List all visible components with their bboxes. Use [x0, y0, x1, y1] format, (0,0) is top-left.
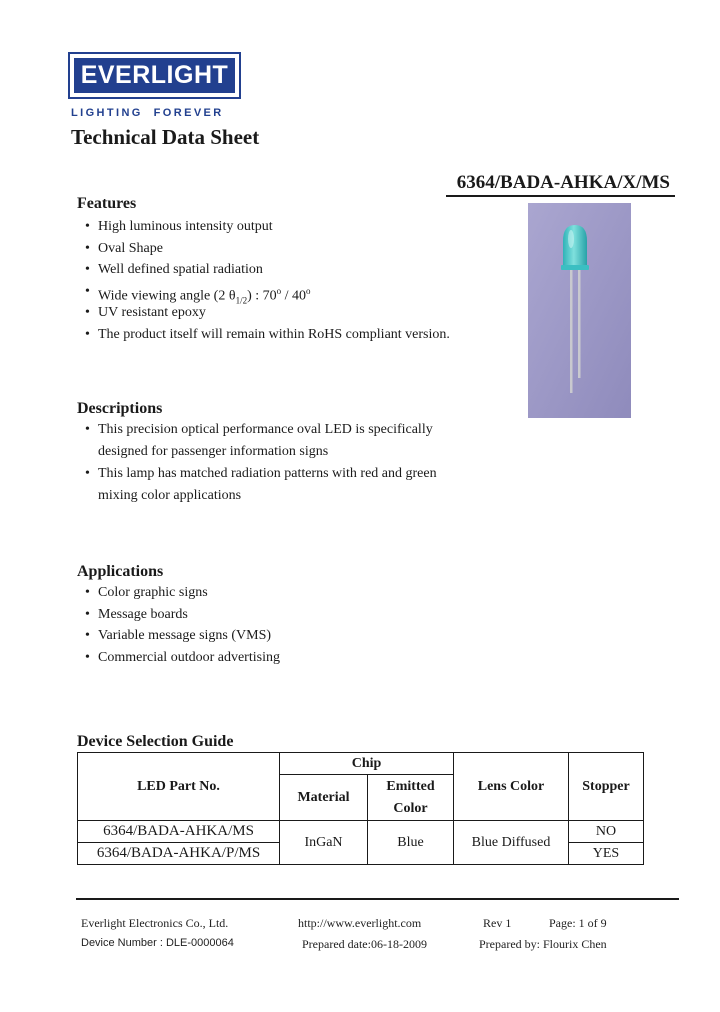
- device-selection-table: [77, 752, 644, 865]
- footer-page: Page: 1 of 9: [549, 916, 607, 930]
- header-emitted-line: Color: [393, 800, 428, 816]
- list-item: • Well defined spatial radiation: [85, 259, 450, 281]
- led-lead-right: [578, 263, 581, 378]
- descriptions-list: [85, 419, 468, 507]
- viewing-angle-middle: ) : 70: [247, 288, 277, 304]
- descriptions-title: Descriptions: [77, 400, 163, 417]
- half-subscript: 1/2: [235, 295, 248, 306]
- cell-lens-color: Blue Diffused: [454, 821, 569, 865]
- footer-prepared-by: Prepared by: Flourix Chen: [479, 937, 607, 951]
- header-chip: Chip: [280, 753, 454, 775]
- viewing-angle-slash: / 40: [281, 288, 307, 304]
- description-line: This lamp has matched radiation patterns with red and green: [98, 466, 437, 481]
- cell-emitted-color: Blue: [368, 821, 454, 865]
- list-item: • Color graphic signs: [85, 582, 280, 604]
- logo-text: EVERLIGHT: [80, 61, 229, 89]
- applications-list: [85, 582, 280, 668]
- led-lead-left: [570, 263, 573, 393]
- degree-mark: o: [306, 285, 311, 296]
- selection-guide-title: Device Selection Guide: [77, 733, 234, 750]
- footer-company: Everlight Electronics Co., Ltd.: [81, 916, 229, 930]
- footer-device-number: Device Number : DLE-0000064: [81, 937, 234, 949]
- led-illustration: [528, 203, 631, 418]
- header-stopper: Stopper: [569, 753, 644, 821]
- logo-tagline: LIGHTING FOREVER: [71, 107, 224, 119]
- list-item: • Oval Shape: [85, 238, 450, 260]
- footer-rule: [76, 898, 679, 900]
- list-item: • Variable message signs (VMS): [85, 625, 280, 647]
- cell-part-no: 6364/BADA-AHKA/MS: [78, 821, 280, 843]
- cell-part-no: 6364/BADA-AHKA/P/MS: [78, 843, 280, 865]
- footer-rev: Rev 1: [483, 916, 512, 930]
- part-number-underline: [446, 195, 675, 197]
- part-number-title: 6364/BADA-AHKA/X/MS: [456, 172, 670, 193]
- led-lens: [563, 225, 587, 267]
- cell-material: InGaN: [280, 821, 368, 865]
- degree-mark: o: [276, 285, 282, 296]
- table-row: [78, 821, 644, 843]
- list-item-viewing-angle: [85, 281, 450, 306]
- header-emitted-line: Emitted: [386, 778, 435, 794]
- header-emitted-color: [368, 775, 454, 821]
- footer-url[interactable]: http://www.everlight.com: [298, 916, 422, 930]
- list-item: • UV resistant epoxy: [85, 302, 450, 324]
- list-item: • The product itself will remain within RoHS compliant version.: [85, 324, 450, 346]
- features-title: Features: [77, 195, 137, 212]
- header-part-no: LED Part No.: [78, 753, 280, 821]
- footer-prepared-date: Prepared date:06-18-2009: [302, 937, 427, 951]
- logo-inner: [74, 58, 235, 93]
- list-item: • High luminous intensity output: [85, 216, 450, 238]
- list-item: [85, 419, 468, 463]
- features-list: [85, 216, 450, 346]
- cell-stopper: NO: [569, 821, 644, 843]
- description-line: This precision optical performance oval LED is specifically: [98, 422, 433, 437]
- theta-symbol: θ: [228, 288, 236, 304]
- header-material: Material: [280, 775, 368, 821]
- led-flange: [561, 265, 589, 270]
- list-item: • Commercial outdoor advertising: [85, 647, 280, 669]
- cell-stopper: YES: [569, 843, 644, 865]
- viewing-angle-prefix: Wide viewing angle (2: [98, 288, 226, 304]
- document-title: Technical Data Sheet: [71, 125, 260, 149]
- list-item: • Message boards: [85, 604, 280, 626]
- description-line: designed for passenger information signs: [98, 444, 329, 459]
- list-item: [85, 463, 468, 507]
- applications-title: Applications: [77, 563, 164, 580]
- everlight-logo: [68, 52, 241, 99]
- led-product-photo: [528, 203, 631, 418]
- description-line: mixing color applications: [98, 488, 242, 503]
- header-lens-color: Lens Color: [454, 753, 569, 821]
